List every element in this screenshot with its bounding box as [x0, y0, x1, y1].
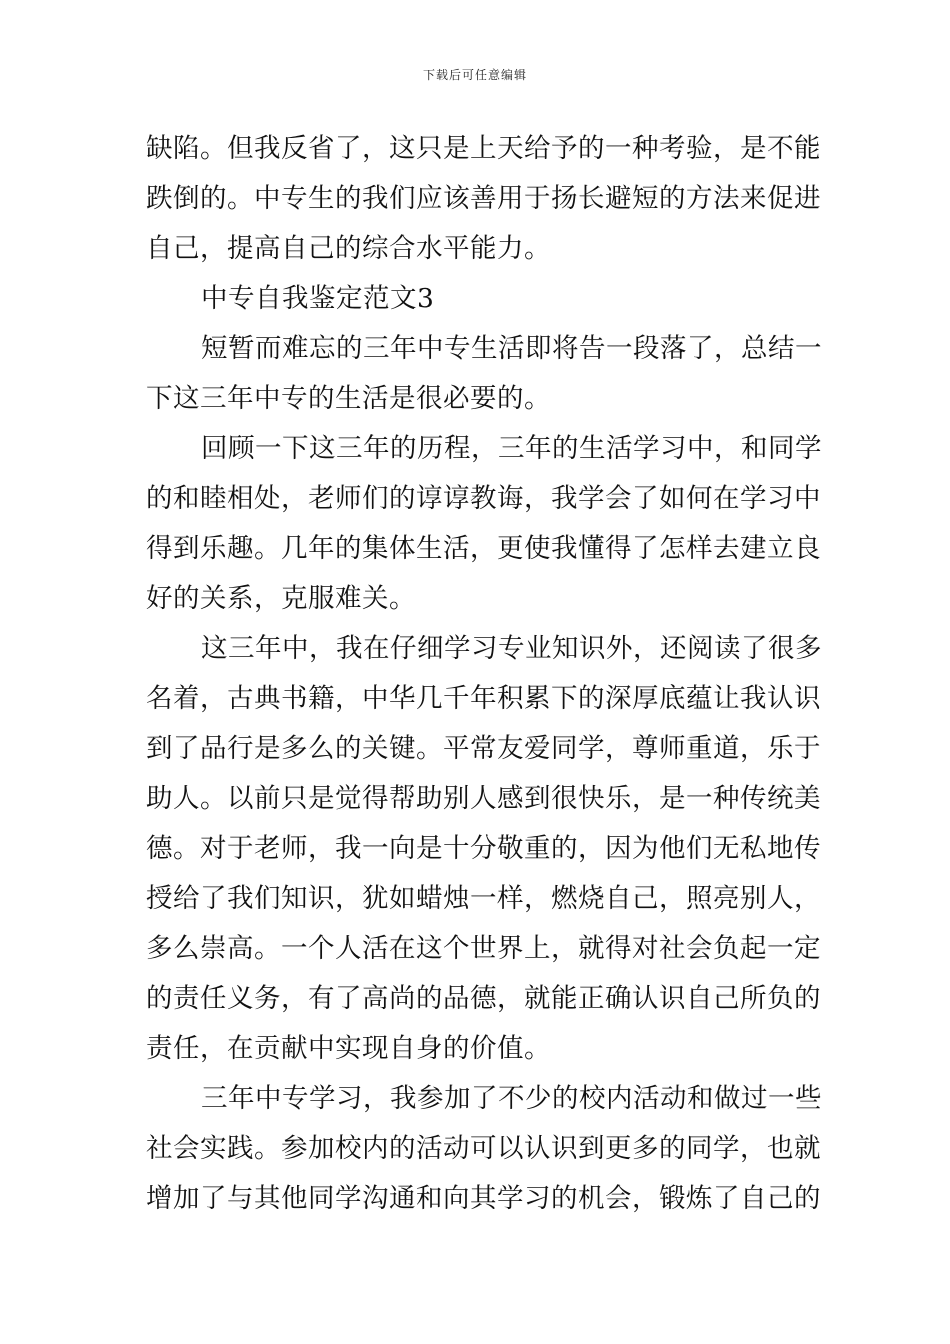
text-line: 助人。以前只是觉得帮助别人感到很快乐，是一种传统美 [146, 783, 821, 814]
text-line: 到了品行是多么的关键。平常友爱同学，尊师重道，乐于 [146, 733, 821, 764]
text-line: 自己，提高自己的综合水平能力。 [146, 233, 551, 264]
text-line: 缺陷。但我反省了，这只是上天给予的一种考验，是不能 [146, 133, 821, 164]
section-title: 中专自我鉴定范文3 [201, 283, 435, 314]
text-line: 三年中专学习，我参加了不少的校内活动和做过一些 [201, 1083, 822, 1114]
document-body [146, 124, 822, 1224]
text-line: 短暂而难忘的三年中专生活即将告一段落了，总结一 [201, 333, 822, 364]
page-header: 下载后可任意编辑 [422, 68, 527, 82]
text-line: 名着，古典书籍，中华几千年积累下的深厚底蕴让我认识 [146, 683, 821, 714]
text-line: 跌倒的。中专生的我们应该善用于扬长避短的方法来促进 [146, 183, 821, 214]
text-line: 回顾一下这三年的历程，三年的生活学习中，和同学 [201, 433, 822, 464]
text-line: 社会实践。参加校内的活动可以认识到更多的同学，也就 [146, 1133, 821, 1164]
text-line: 的责任义务，有了高尚的品德，就能正确认识自己所负的 [146, 983, 821, 1014]
text-line: 德。对于老师，我一向是十分敬重的，因为他们无私地传 [146, 833, 821, 864]
text-line: 责任，在贡献中实现自身的价值。 [146, 1033, 551, 1064]
text-line: 下这三年中专的生活是很必要的。 [146, 383, 551, 414]
text-line: 多么崇高。一个人活在这个世界上，就得对社会负起一定 [146, 933, 821, 964]
text-line: 好的关系，克服难关。 [146, 583, 416, 614]
text-line: 增加了与其他同学沟通和向其学习的机会，锻炼了自己的 [146, 1183, 821, 1214]
text-line: 的和睦相处，老师们的谆谆教诲，我学会了如何在学习中 [146, 483, 821, 514]
text-line: 这三年中，我在仔细学习专业知识外，还阅读了很多 [201, 633, 822, 664]
text-line: 授给了我们知识，犹如蜡烛一样，燃烧自己，照亮别人， [146, 883, 821, 914]
text-line: 得到乐趣。几年的集体生活，更使我懂得了怎样去建立良 [146, 533, 821, 564]
